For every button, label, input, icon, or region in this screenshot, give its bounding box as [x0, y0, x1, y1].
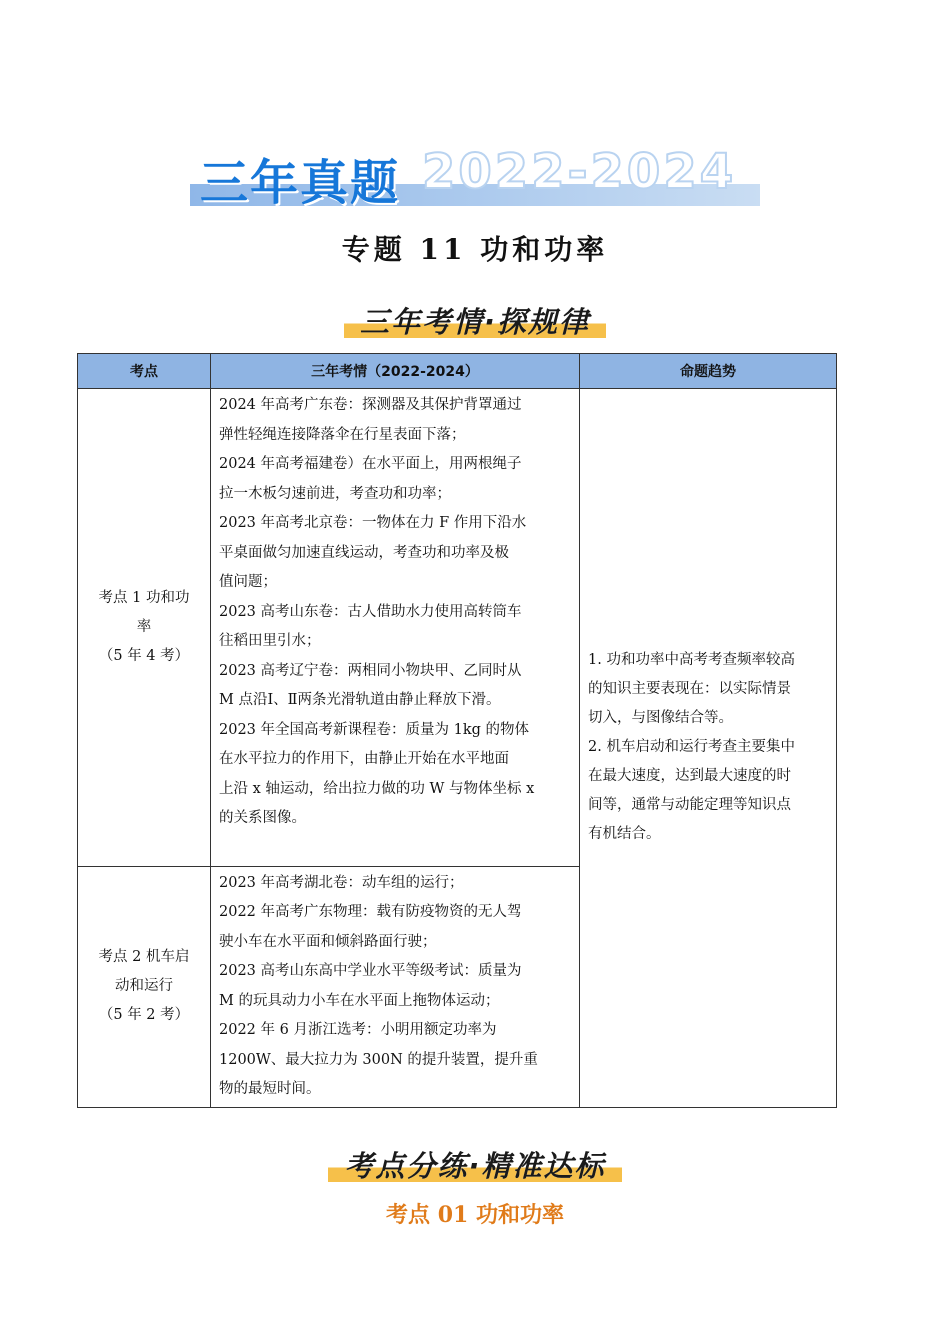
- trend-line: 1. 功和功率中高考考查频率较高: [588, 652, 795, 669]
- subject-title: 专题 11 功和功率: [341, 233, 609, 266]
- situation-cell: [211, 389, 580, 867]
- exam-analysis-table: [77, 353, 837, 1108]
- situation-line: 2023 年全国高考新课程卷：质量为 1kg 的物体: [219, 721, 530, 738]
- header-point: 考点: [78, 354, 211, 389]
- situation-line: M 点沿Ⅰ、Ⅱ两条光滑轨道由静止释放下滑。: [219, 692, 501, 708]
- situation-line: 往稻田里引水；: [219, 633, 321, 649]
- trend-line: 有机结合。: [588, 826, 661, 843]
- point-text: 率: [136, 618, 152, 635]
- point-text: 考点 2 机车启: [98, 949, 190, 965]
- situation-line: 的关系图像。: [219, 810, 306, 826]
- section-banner-text: 考点分练·精准达标: [328, 1144, 621, 1187]
- situation-line: 2023 高考山东高中学业水平等级考试：质量为: [219, 963, 522, 979]
- point-cell: [78, 389, 211, 867]
- trend-line: 的知识主要表现在：以实际情景: [588, 681, 791, 698]
- situation-line: 2023 年高考北京卷：一物体在力 F 作用下沿水: [219, 515, 527, 531]
- banner-years-text: 2022-2024: [422, 144, 737, 200]
- situation-line: 2022 年高考广东物理：载有防疫物资的无人驾: [219, 904, 522, 920]
- situation-line: M 的玩具动力小车在水平面上拖物体运动；: [219, 992, 500, 1009]
- point-text: 动和运行: [115, 978, 173, 994]
- point-cell: [78, 866, 211, 1107]
- table-row: [78, 389, 837, 867]
- situation-line: 弹性轻绳连接降落伞在行星表面下落；: [219, 426, 466, 443]
- point-count: （5 年 4 考）: [98, 647, 190, 664]
- situation-line: 在水平拉力的作用下，由静止开始在水平地面: [219, 751, 509, 767]
- table-header-row: [78, 354, 837, 389]
- point-01-title: 考点 01 功和功率: [386, 1202, 564, 1228]
- header-trend: 命题趋势: [580, 354, 837, 389]
- banner-main-text: 三年真题: [200, 155, 401, 211]
- header-situation: 三年考情（2022-2024）: [211, 354, 580, 389]
- situation-line: 2023 高考辽宁卷：两相同小物块甲、乙同时从: [219, 662, 522, 679]
- trend-line: 2. 机车启动和运行考查主要集中: [588, 739, 795, 756]
- trend-cell: [580, 389, 837, 1108]
- situation-line: 2023 高考山东卷：古人借助水力使用高转筒车: [219, 603, 522, 620]
- situation-line: 2024 年高考广东卷：探测器及其保护背罩通过: [219, 397, 522, 413]
- situation-line: 2024 年高考福建卷）在水平面上，用两根绳子: [219, 456, 522, 472]
- situation-line: 2023 年高考湖北卷：动车组的运行；: [219, 874, 464, 891]
- situation-cell: [211, 866, 580, 1107]
- point-text: 考点 1 功和功: [98, 589, 190, 606]
- situation-line: 平桌面做匀加速直线运动，考查功和功率及极: [219, 544, 509, 561]
- situation-line: 物的最短时间。: [219, 1081, 321, 1097]
- situation-line: 拉一木板匀速前进，考查功和功率；: [219, 485, 451, 502]
- point-count: （5 年 2 考）: [98, 1007, 190, 1023]
- trend-line: 在最大速度，达到最大速度的时: [588, 768, 791, 785]
- situation-line: 2022 年 6 月浙江选考：小明用额定功率为: [219, 1022, 497, 1038]
- situation-line: 1200W、最大拉力为 300N 的提升装置，提升重: [219, 1051, 538, 1068]
- section-banner-practice: [0, 1144, 950, 1187]
- trend-line: 间等，通常与动能定理等知识点: [588, 797, 791, 814]
- trend-line: 切入，与图像结合等。: [588, 710, 733, 727]
- situation-line: 驶小车在水平面和倾斜路面行驶；: [219, 933, 437, 950]
- section-banner-exam-analysis: [0, 300, 950, 343]
- situation-line: 上沿 x 轴运动，给出拉力做的功 W 与物体坐标 x: [219, 780, 535, 797]
- section-banner-text: 三年考情·探规律: [344, 300, 606, 343]
- situation-line: 值问题；: [219, 574, 277, 590]
- cell-spacer: [219, 834, 571, 864]
- title-banner: [190, 144, 760, 211]
